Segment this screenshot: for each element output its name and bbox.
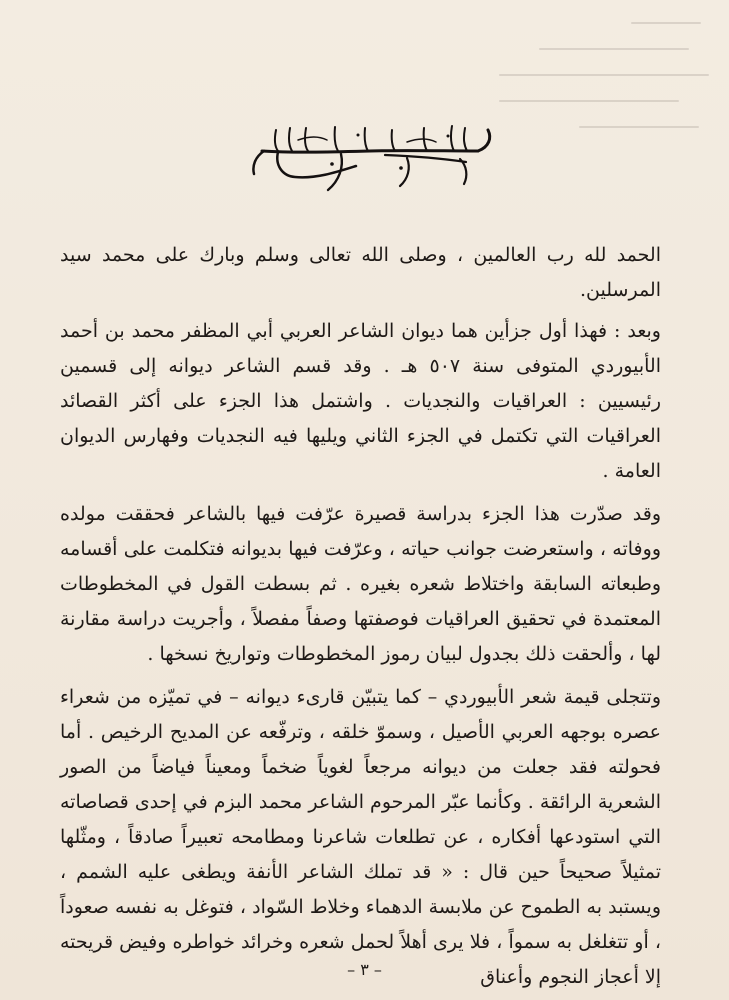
page-number: – ٣ – — [347, 960, 382, 979]
paragraph-2: وبعد : فهذا أول جزأين هما ديوان الشاعر العربي أبي المظفر محمد بن أحمد الأبيوردي المتوفى سنة ٥٠٧ هـ . وقد قسم الشاعر ديوانه إلى قسمين رئيسيين : العراقيات والنجديات . واشتمل هذا الجزء على أكثر القصائد العراقيات التي تكتمل في الجزء الثاني ويليها فيه النجديات وفهارس الديوان العامة . — [60, 320, 661, 482]
body-text — [60, 238, 661, 1000]
paragraph-4: وتتجلى قيمة شعر الأبيوردي – كما يتبيّن قارىء ديوانه – في تميّزه من شعراء عصره بوجهه العربي الأصيل ، وسموّ خلقه ، وترفّعه عن المديح الرخيص . أما فحولته فقد جعلت من ديوانه مرجعاً لغوياً ضخماً ومعيناً فياضاً من الصور الشعرية الرائقة . وكأنما عبّر المرحوم الشاعر محمد البزم في إحدى قصاصاته التي استودعها أفكاره ، عن تطلعات شاعرنا ومطامحه تعبيراً صادقاً ، ومثّلها تمثيلاً صحيحاً حين قال : « قد تملك الشاعر الأنفة ويطغى عليه الشمم ، ويستبد به الطموح عن ملابسة الدهماء وخلاط السّواد ، فتوغل به نفسه صعوداً ، أو تتغلغل به سمواً ، فلا يرى أهلاً لحمل شعره وخرائد خواطره وفيض قريحته إلا أعجاز النجوم وأعناق — [60, 686, 661, 988]
basmala-calligraphy — [240, 110, 500, 200]
show-through-text — [469, 0, 719, 150]
paragraph-1: الحمد لله رب العالمين ، وصلى الله تعالى وسلم وبارك على محمد سيد المرسلين. — [60, 244, 661, 301]
paragraph-3: وقد صدّرت هذا الجزء بدراسة قصيرة عرّفت فيها بالشاعر فحققت مولده ووفاته ، واستعرضت جوانب حياته ، وعرّفت فيها بديوانه فتكلمت على أقسامه وطبعاته السابقة واختلاط شعره بغيره . ثم بسطت القول في المخطوطات المعتمدة في تحقيق العراقيات فوصفتها وصفاً مفصلاً ، وأجريت دراسة مقارنة لها ، وألحقت ذلك بجدول لبيان رموز المخطوطات وتواريخ نسخها . — [60, 503, 661, 665]
